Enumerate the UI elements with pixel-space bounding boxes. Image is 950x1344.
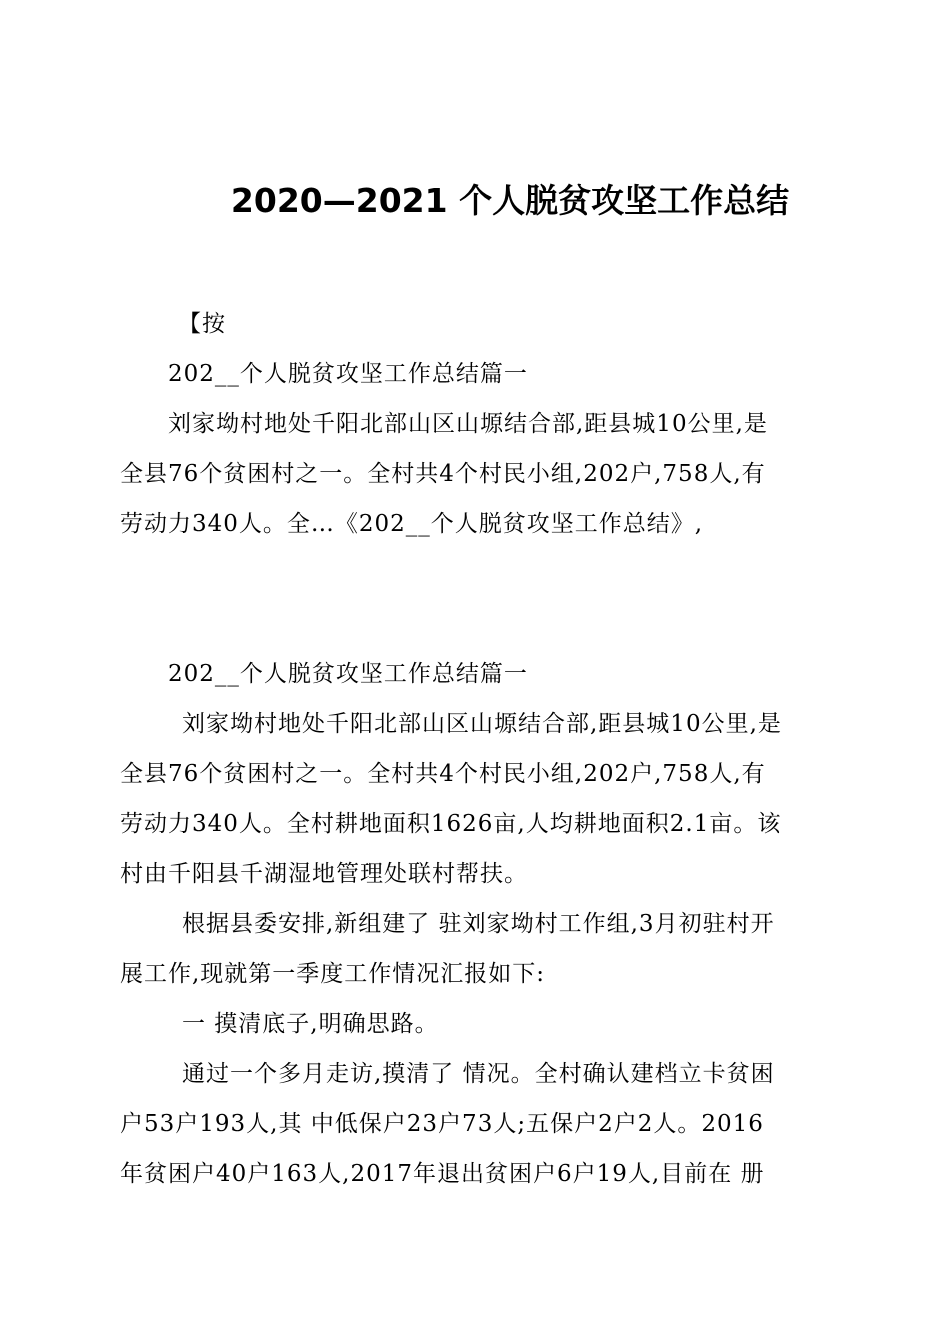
text-line: 根据县委安排,新组建了 驻刘家坳村工作组,3月初驻村开 (182, 911, 775, 937)
text-line: 户53户193人,其 中低保户23户73人;五保户2户2人。2016 (120, 1111, 764, 1137)
text-line: 刘家坳村地处千阳北部山区山塬结合部,距县城10公里,是 (182, 711, 782, 737)
text-line: 通过一个多月走访,摸清了 情况。全村确认建档立卡贫困 (182, 1061, 775, 1087)
text-line: 年贫困户40户163人,2017年退出贫困户6户19人,目前在 册 (120, 1161, 765, 1187)
section-heading: 202__个人脱贫攻坚工作总结篇一 (168, 661, 528, 687)
text-line: 展工作,现就第一季度工作情况汇报如下: (120, 961, 546, 987)
text-line: 全县76个贫困村之一。全村共4个村民小组,202户,758人,有 (120, 761, 766, 787)
text-line: 劳动力340人。全村耕地面积1626亩,人均耕地面积2.1亩。该 (120, 811, 782, 837)
text-line: 刘家坳村地处千阳北部山区山塬结合部,距县城10公里,是 (168, 411, 768, 437)
section-heading: 202__个人脱贫攻坚工作总结篇一 (168, 361, 528, 387)
text-line: 全县76个贫困村之一。全村共4个村民小组,202户,758人,有 (120, 461, 766, 487)
text-line: 村由千阳县千湖湿地管理处联村帮扶。 (120, 861, 528, 887)
text-line: 一 摸清底子,明确思路。 (182, 1011, 439, 1037)
text-line: 劳动力340人。全…《202__个人脱贫攻坚工作总结》, (120, 511, 704, 537)
text-line: 【按 (178, 311, 226, 337)
document-title: 2020—2021 个人脱贫攻坚工作总结 (230, 181, 790, 220)
